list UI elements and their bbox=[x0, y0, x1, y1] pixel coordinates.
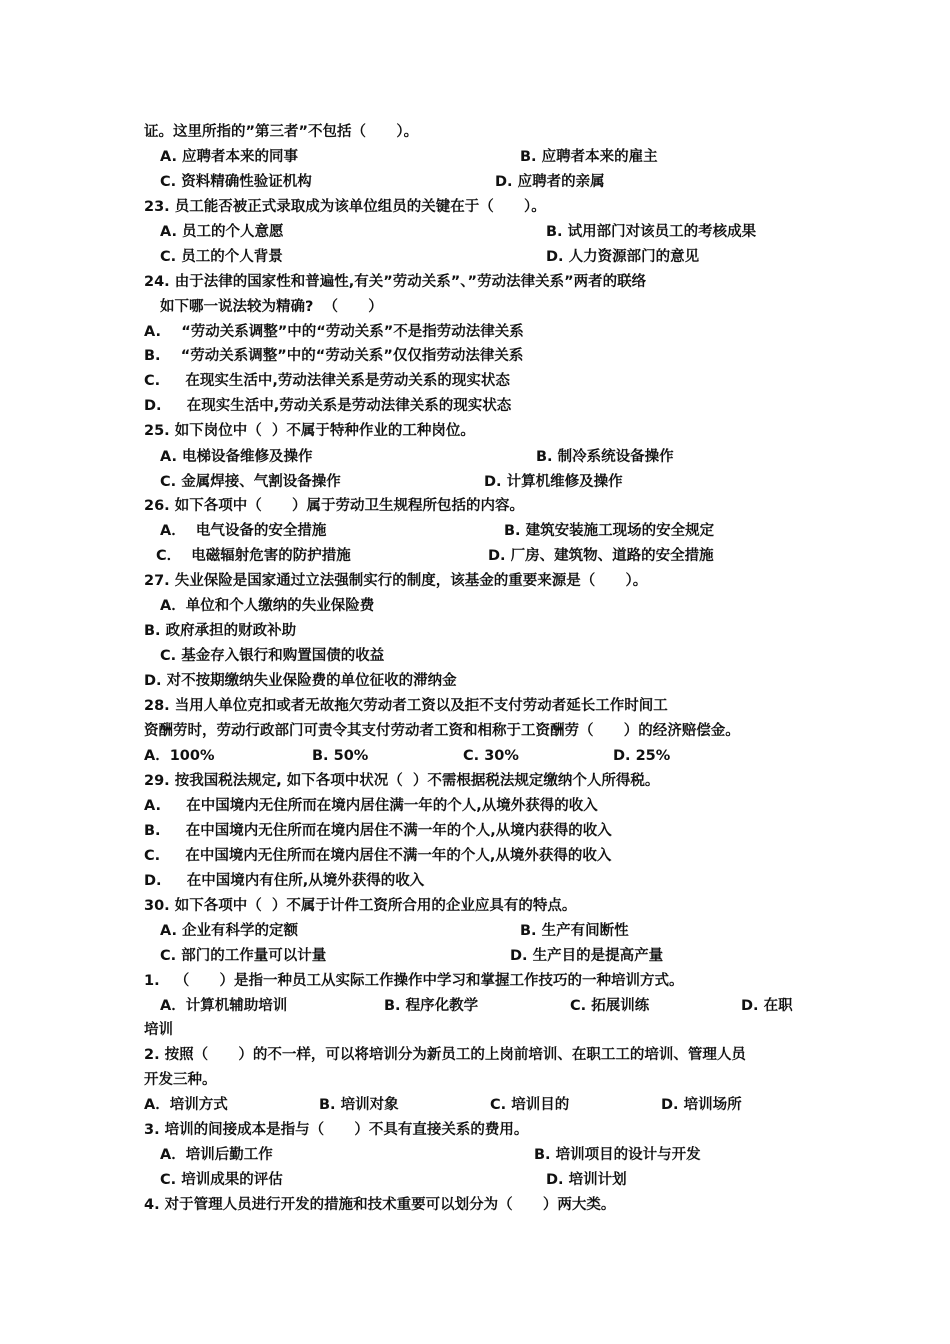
text-line: B. 生产有间断性 bbox=[520, 923, 629, 939]
text-line: B. 制冷系统设备操作 bbox=[536, 449, 674, 465]
text-line: A. “劳动关系调整”中的“劳动关系”不是指劳动法律关系 bbox=[144, 324, 524, 340]
text-line: D. 厂房、建筑物、道路的安全措施 bbox=[488, 548, 714, 564]
text-line: 24. 由于法律的国家性和普遍性,有关”劳动关系”、”劳动法律关系”两者的联络 bbox=[144, 274, 647, 290]
text-line: B. 培训项目的设计与开发 bbox=[534, 1147, 701, 1163]
text-line: A. 企业有科学的定额 bbox=[160, 923, 299, 939]
text-line: C. 拓展训练 bbox=[570, 998, 650, 1014]
text-line: C. 资料精确性验证机构 bbox=[160, 174, 312, 190]
text-line: A．培训后勤工作 bbox=[160, 1147, 273, 1163]
text-line: 培训 bbox=[144, 1022, 173, 1038]
text-line: A．培训方式 bbox=[144, 1097, 228, 1113]
text-line: 开发三种。 bbox=[144, 1072, 217, 1088]
text-line: A. 应聘者本来的同事 bbox=[160, 149, 299, 165]
text-line: B. “劳动关系调整”中的“劳动关系”仅仅指劳动法律关系 bbox=[144, 348, 524, 364]
text-line: B. 在中国境内无住所而在境内居住不满一年的个人,从境内获得的收入 bbox=[144, 823, 612, 839]
text-line: D. 培训计划 bbox=[546, 1172, 627, 1188]
text-line: 28. 当用人单位克扣或者无故拖欠劳动者工资以及拒不支付劳动者延长工作时间工 bbox=[144, 698, 668, 714]
text-line: B. 试用部门对该员工的考核成果 bbox=[546, 224, 757, 240]
text-line: D. 对不按期缴纳失业保险费的单位征收的滞纳金 bbox=[144, 673, 457, 689]
text-line: 如下哪一说法较为精确? （ ） bbox=[160, 299, 383, 315]
text-line: D. 培训场所 bbox=[661, 1097, 742, 1113]
text-line: 4. 对于管理人员进行开发的措施和技术重要可以划分为（ ）两大类。 bbox=[144, 1197, 616, 1213]
text-line: C． 电磁辐射危害的防护措施 bbox=[156, 548, 351, 564]
text-line: 27. 失业保险是国家通过立法强制实行的制度，该基金的重要来源是（ ）。 bbox=[144, 573, 648, 589]
text-line: B. 政府承担的财政补助 bbox=[144, 623, 297, 639]
text-line: 2. 按照（ ）的不一样，可以将培训分为新员工的上岗前培训、在职工工的培训、管理人员 bbox=[144, 1047, 746, 1063]
text-line: D. 应聘者的亲属 bbox=[495, 174, 605, 190]
text-line: 30. 如下各项中（ ）不属于计件工资所合用的企业应具有的特点。 bbox=[144, 898, 577, 914]
text-line: 3. 培训的间接成本是指与（ ）不具有直接关系的费用。 bbox=[144, 1122, 529, 1138]
text-line: B. 建筑安装施工现场的安全规定 bbox=[504, 523, 715, 539]
text-line: D. 在中国境内有住所,从境外获得的收入 bbox=[144, 873, 425, 889]
text-line: 26. 如下各项中（ ）属于劳动卫生规程所包括的内容。 bbox=[144, 498, 525, 514]
text-line: A. 在中国境内无住所而在境内居住满一年的个人,从境外获得的收入 bbox=[144, 798, 598, 814]
text-line: 29. 按我国税法规定, 如下各项中状况（ ）不需根据税法规定缴纳个人所得税。 bbox=[144, 773, 660, 789]
text-line: A. 员工的个人意愿 bbox=[160, 224, 284, 240]
text-line: 证。这里所指的”第三者”不包括（ ）。 bbox=[144, 124, 419, 140]
text-line: B. 应聘者本来的雇主 bbox=[520, 149, 658, 165]
text-line: C. 在现实生活中,劳动法律关系是劳动关系的现实状态 bbox=[144, 373, 510, 389]
text-line: B. 程序化教学 bbox=[384, 998, 479, 1014]
text-line: D. 在职 bbox=[741, 998, 793, 1014]
text-line: C. 基金存入银行和购置国债的收益 bbox=[160, 648, 385, 664]
text-line: A．计算机辅助培训 bbox=[160, 998, 288, 1014]
text-line: A． 电气设备的安全措施 bbox=[160, 523, 327, 539]
text-line: A. 电梯设备维修及操作 bbox=[160, 449, 313, 465]
text-line: D. 计算机维修及操作 bbox=[484, 474, 623, 490]
text-line: 25. 如下岗位中（ ）不属于特种作业的工种岗位。 bbox=[144, 423, 475, 439]
text-line: C. 部门的工作量可以计量 bbox=[160, 948, 327, 964]
text-line: D. 人力资源部门的意见 bbox=[546, 249, 700, 265]
text-line: D. 在现实生活中,劳动关系是劳动法律关系的现实状态 bbox=[144, 398, 512, 414]
text-line: C. 培训成果的评估 bbox=[160, 1172, 283, 1188]
text-line: 1. （ ）是指一种员工从实际工作操作中学习和掌握工作技巧的一种培训方式。 bbox=[144, 973, 684, 989]
text-line: A．100% bbox=[144, 748, 215, 764]
text-line: C. 员工的个人背景 bbox=[160, 249, 283, 265]
text-line: B. 培训对象 bbox=[319, 1097, 399, 1113]
text-line: A．单位和个人缴纳的失业保险费 bbox=[160, 598, 375, 614]
text-line: C. 在中国境内无住所而在境内居住不满一年的个人,从境外获得的收入 bbox=[144, 848, 612, 864]
text-line: D. 生产目的是提高产量 bbox=[510, 948, 664, 964]
text-line: C. 金属焊接、气割设备操作 bbox=[160, 474, 341, 490]
text-line: 23. 员工能否被正式录取成为该单位组员的关键在于（ ）。 bbox=[144, 199, 546, 215]
text-line: D. 25% bbox=[613, 748, 671, 764]
text-line: C. 培训目的 bbox=[490, 1097, 570, 1113]
text-line: B. 50% bbox=[312, 748, 369, 764]
text-line: C. 30% bbox=[463, 748, 519, 764]
text-line: 资酬劳时，劳动行政部门可责令其支付劳动者工资和相称于工资酬劳（ ）的经济赔偿金。 bbox=[144, 723, 740, 739]
